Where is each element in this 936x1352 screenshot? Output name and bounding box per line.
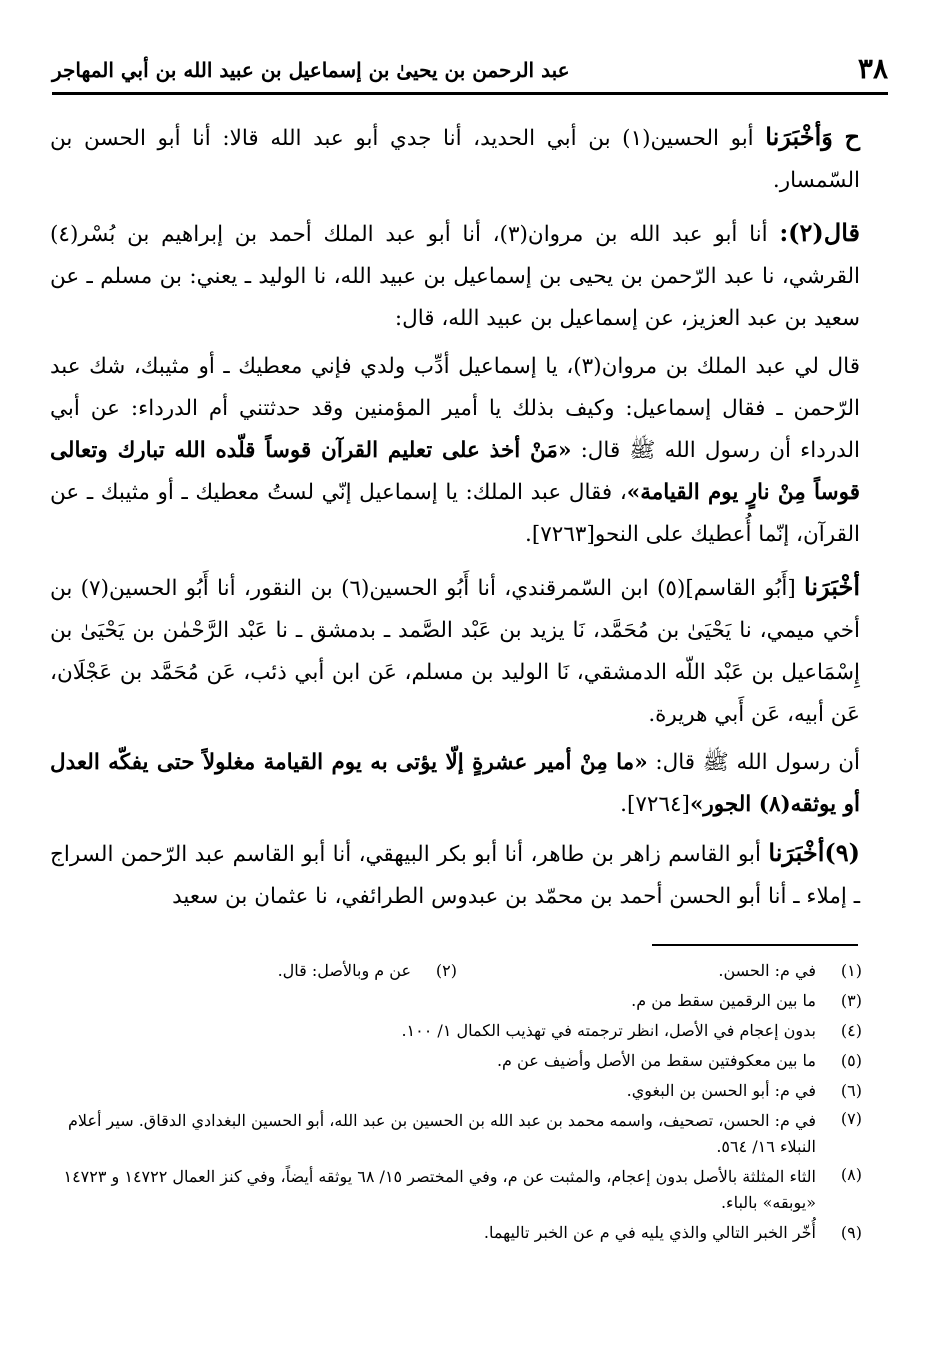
footnote-text: ما بين معكوفتين سقط من الأصل وأضيف عن م. [496,1051,816,1070]
footnote [52,1076,862,1106]
keyword: (٩)أخْبَرَنا [768,838,860,867]
footnote-number: (١) [840,961,862,980]
footnote [52,1218,862,1248]
paragraph-text: [٧٢٦٤]. [620,792,690,817]
footnote-number: (٢) [435,961,457,980]
footnotes [52,956,862,1248]
footnote [52,1016,862,1046]
running-title: عبد الرحمن بن يحيىٰ بن إسماعيل بن عبيد الله بن أبي المهاجر [52,58,570,82]
paragraph [50,566,860,736]
main-text [50,116,860,924]
footnote [52,1046,862,1076]
footnote-number: (٨) [840,1165,862,1184]
paragraph-text: أبو القاسم زاهر بن طاهر، أنا أبو بكر البيهقي، أنا أبو القاسم عبد الرّحمن السراج ـ إملاء ـ أنا أبو الحسن أحمد بن محمّد بن عبدوس الطرائفي، نا عثمان بن سعيد [50,842,860,909]
keyword: وَأخْبَرَنا [765,122,833,151]
keyword: أخْبَرَنا [804,572,861,601]
footnote-number: (٣) [840,991,862,1010]
footnote-number: (٤) [840,1021,862,1040]
footnote [457,956,862,986]
paragraph-text: أن رسول الله ﷺ قال: [655,750,860,775]
footnote-text: ما بين الرقمين سقط من م. [631,991,816,1010]
paragraph-text: أبو الحسين(١) بن أبي الحديد، أنا جدي أبو عبد الله قالا: أنا أبو الحسن بن السّمسار. [50,126,860,193]
footnote-text: في م: الحسن، تصحيف، واسمه محمد بن عبد الله بن الحسين بن عبد الله، أبو الحسين البغدادي الدقاق. سير أعلام النبلاء ١٦/ ٥٦٤. [68,1111,816,1156]
footnote [52,956,457,986]
footnote-text: في م: الحسن. [718,961,816,980]
paragraph-text: أنا أبو عبد الله بن مروان(٣)، أنا أبو عبد الملك أحمد بن إبراهيم بن بُسْر(٤) القرشي، نا عبد الرّحمن بن يحيى بن إسماعيل بن عبيد الله، نا الوليد ـ يعني: بن مسلم ـ عن سعيد بن عبد العزيز، عن إسماعيل بن عبيد الله، قال: [50,222,860,331]
paragraph [50,346,860,556]
prefix-letter: ح [844,122,860,151]
hadith-quote: «ما مِنْ أمير عشرةٍ إلّا يؤتى به يوم القيامة مغلولاً حتى يفكّه العدل أو يوثقه(٨) الجور» [50,750,860,817]
keyword: قال(٢): [779,218,860,247]
footnote-text: الثاء المثلثة بالأصل بدون إعجام، والمثبت عن م، وفي المختصر ١٥/ ٦٨ يوثقه أيضاً، وفي كنز العمال ١٤٧٢٢ و ١٤٧٢٣ «يوبقه» بالباء. [63,1167,816,1212]
footnote-number: (٦) [840,1081,862,1100]
paragraph [50,832,860,918]
footnote-text: بدون إعجام في الأصل، انظر ترجمته في تهذيب الكمال ١/ ١٠٠. [401,1021,816,1040]
paragraph [50,742,860,826]
footnote [52,1162,862,1218]
paragraph [50,116,860,202]
footnote-divider [652,944,858,946]
footnote-number: (٩) [840,1223,862,1242]
page-number: ٣٨ [857,52,888,85]
footnote-text: عن م وبالأصل: قال. [277,961,411,980]
footnote-number: (٥) [840,1051,862,1070]
paragraph-text: ، فقال عبد الملك: يا إسماعيل إنّي لستُ معطيك ـ أو مثيبك ـ عن القرآن، إنّما أُعطيك على النحو[٧٢٦٣]. [50,480,860,547]
footnote-number: (٧) [840,1109,862,1128]
footnote-text: في م: أبو الحسن بن البغوي. [626,1081,816,1100]
footnote [52,986,862,1016]
hadith-quote: «مَنْ أخذ على تعليم القرآن قوساً قلّده الله تبارك وتعالى قوساً مِنْ نارٍ يوم القيامة» [50,438,860,505]
footnote-text: أُخّر الخبر التالي والذي يليه في م عن الخبر تاليهما. [483,1223,816,1242]
page-header [52,50,888,95]
footnote-row [52,956,862,986]
paragraph-text: قال لي عبد الملك بن مروان(٣)، يا إسماعيل أدِّب ولدي فإني معطيك ـ أو مثيبك، شك عبد الرّحمن ـ فقال إسماعيل: وكيف بذلك يا أمير المؤمنين وقد حدثتني أم الدرداء: عن أبي الدرداء أن رسول الله ﷺ قال: [50,354,860,463]
footnote [52,1106,862,1162]
paragraph-text: [أَبُو القاسم](٥) ابن السّمرقندي، أنا أَبُو الحسين(٦) بن النقور، أنا أَبُو الحسين(٧) بن أخي ميمي، نا يَحْيَىٰ بن مُحَمَّد، نَا يزيد بن عَبْد الصَّمد ـ بدمشق ـ نا عَبْد الرَّحْمٰن بن يَحْيَىٰ بن إِسْمَاعيل بن عَبْد اللّه الدمشقي، نَا الوليد بن مسلم، عَن ابن أبي ذئب، عَن مُحَمَّد بن عَجْلَان، عَن أبيه، عَن أَبي هريرة. [50,576,860,727]
paragraph [50,212,860,340]
